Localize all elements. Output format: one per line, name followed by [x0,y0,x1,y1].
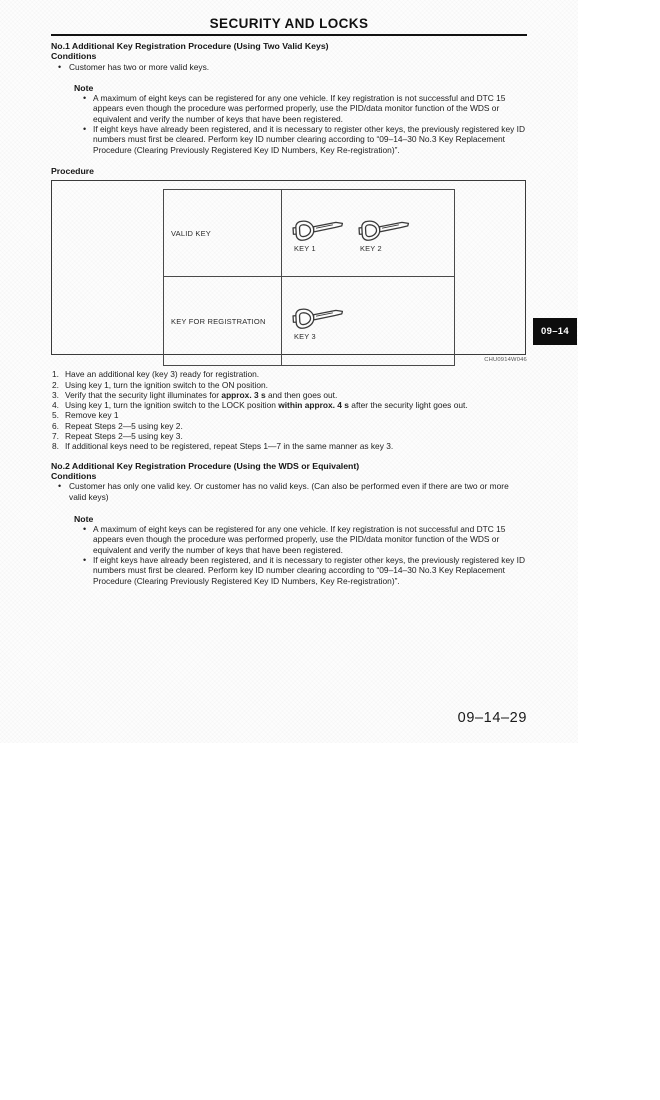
section1-heading: No.1 Additional Key Registration Procedure (Using Two Valid Keys) [51,41,329,51]
procedure-step: Have an additional key (key 3) ready for registration. [65,369,260,380]
procedure-step: Repeat Steps 2—5 using key 2. [65,420,183,431]
bullet-item: • Customer has two or more valid keys. [69,62,527,72]
section1-note-list [74,93,527,155]
figure-row-keys [282,190,455,277]
key-caption: KEY 1 [294,244,316,254]
section-side-tab: 09–14 [533,318,577,345]
page-content [51,0,527,586]
procedure-label: Procedure [51,165,94,176]
section2-heading: No.2 Additional Key Registration Procedure (Using the WDS or Equivalent) [51,460,360,471]
section2-conditions-label: Conditions [51,470,97,481]
section1-conditions-list [51,62,527,72]
figure-row-label: VALID KEY [164,190,282,277]
figure-caption: CHU0914W046 [484,357,527,364]
section-no2 [51,461,527,586]
figure-row-keys [282,277,455,366]
car-key-icon [358,217,416,243]
bullet-item: • If eight keys have already been registered, and it is necessary to register other keys, the previously registered key ID numbers must first be cleared. Perform key ID number clearing according to “09–14–30 No.3 Key Replacement Procedure (Clearing Previously Registered Key ID Numbers, Key Re-registration)”. [93,555,527,586]
page-number: 09–14–29 [457,710,527,726]
procedure-step: Using key 1, turn the ignition switch to the LOCK position within approx. 4 s after the security light goes out. [65,400,468,411]
car-key-icon [292,217,350,243]
key-caption: KEY 2 [360,244,382,254]
procedure-step: If additional keys need to be registered, repeat Steps 1—7 in the same manner as key 3. [65,441,394,452]
title-rule [51,34,527,36]
section-no1 [51,41,527,452]
page-title: SECURITY AND LOCKS [209,16,369,31]
bullet-item: • Customer has only one valid key. Or customer has no valid keys. (Can also be performed even if there are two or more valid keys) [69,481,527,502]
figure-row [164,277,455,366]
key-table [163,189,455,366]
bullet-item: • A maximum of eight keys can be registered for any one vehicle. If key registration is not successful and DTC 15 appears even though the procedure was performed properly, use the PID/data monitor function of the WDS or equivalent and verify the number of keys that have been registered. [93,524,527,555]
bullet-item: • If eight keys have already been registered, and it is necessary to register other keys, the previously registered key ID numbers must first be cleared. Perform key ID number clearing according to “09–14–30 No.3 Key Replacement Procedure (Clearing Previously Registered Key ID Numbers, Key Re-registration)”. [93,124,527,155]
procedure-steps [51,369,527,451]
key-illustration [292,217,350,253]
section1-conditions-label: Conditions [51,51,97,62]
figure-row-label: KEY FOR REGISTRATION [164,277,282,366]
car-key-icon [292,305,350,331]
procedure-step: Remove key 1 [65,410,119,421]
section1-note [51,83,527,155]
key-illustration [358,217,416,253]
section2-note-list [74,524,527,586]
key-caption: KEY 3 [294,332,316,342]
procedure-step: Verify that the security light illuminates for approx. 3 s and then goes out. [65,389,338,400]
section2-note [51,514,527,586]
figure-row [164,190,455,277]
section2-conditions-list [51,481,527,502]
procedure-step: Using key 1, turn the ignition switch to the ON position. [65,379,268,390]
section1-note-label: Note [74,82,94,93]
procedure-figure [51,180,526,355]
key-illustration [292,305,350,341]
bullet-item: • A maximum of eight keys can be registered for any one vehicle. If key registration is not successful and DTC 15 appears even though the procedure was performed properly, use the PID/data monitor function of the WDS or equivalent and verify the number of keys that have been registered. [93,93,527,124]
procedure-step: Repeat Steps 2—5 using key 3. [65,431,183,442]
section2-note-label: Note [74,513,94,524]
